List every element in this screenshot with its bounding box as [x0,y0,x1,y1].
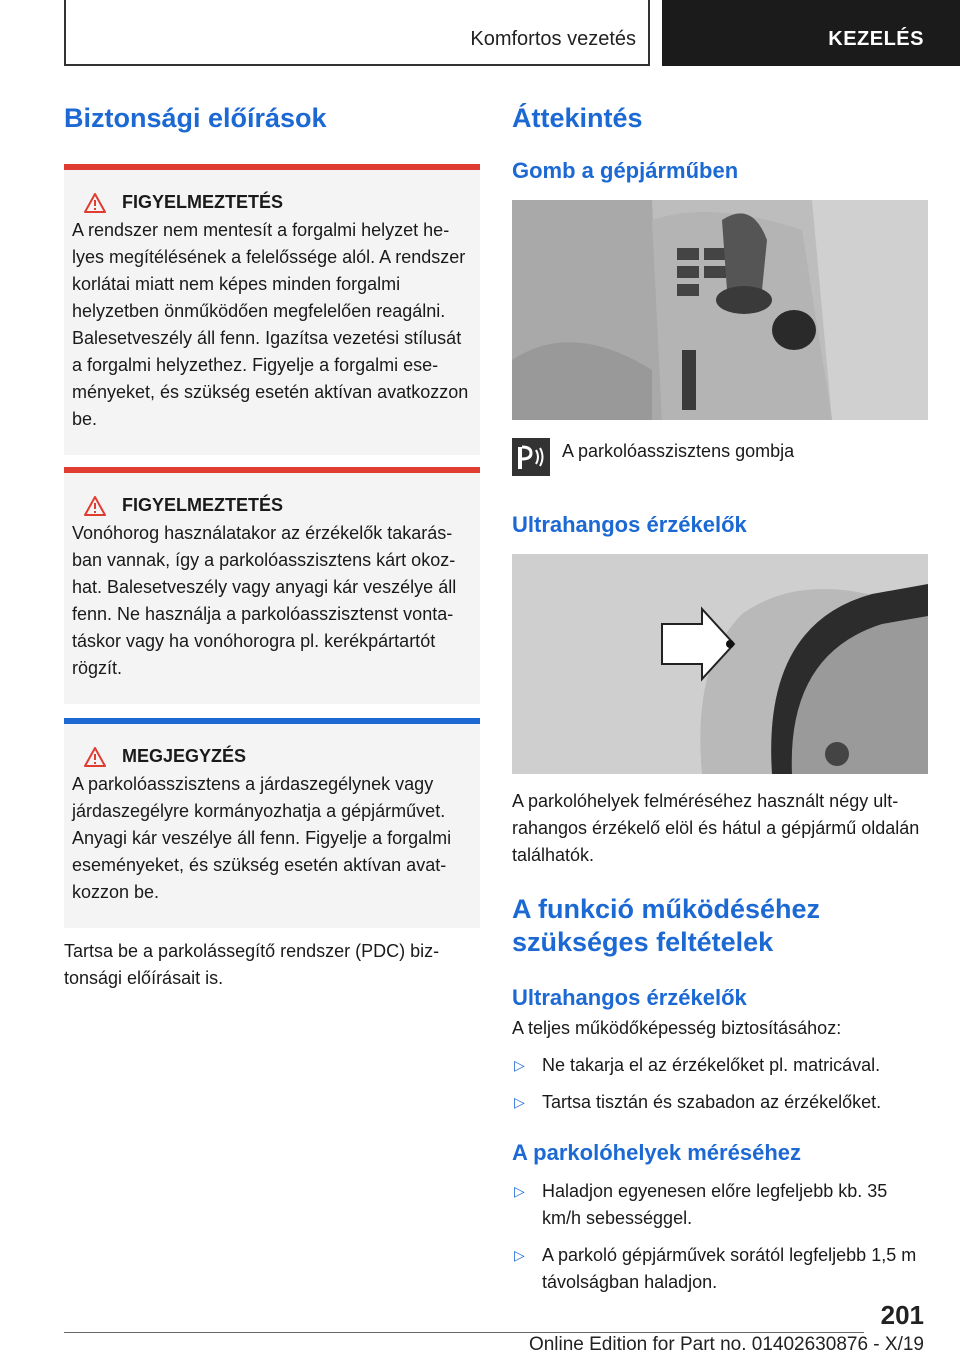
footer-edition: Online Edition for Part no. 01402630876 - X/19 [528,1334,924,1355]
warning-triangle-icon [84,496,106,516]
header-rule [64,64,648,66]
list-item: ▷ Tartsa tisztán és szabadon az érzékelőket. [512,1089,928,1116]
page-number: 201 [880,1300,924,1330]
req-sensors-intro: A teljes működőképesség biztosításához: [512,1018,842,1038]
closing-paragraph: Tartsa be a parkolássegítő rendszer (PDC) biztonsági előírásait is. [64,941,440,988]
bullet-triangle-icon: ▷ [514,1183,525,1199]
sensors-caption: A parkolóhelyek felméréséhez használt négy ultrahangos érzékelő elöl és hátul a gépjármű oldalán találhatók. [512,791,920,865]
bullet-triangle-icon: ▷ [514,1094,525,1110]
header-section-title: Komfortos vezetés [470,28,636,50]
warning-triangle-icon [84,193,106,213]
note-text: A parkolóasszisztens a járdaszegélynek vagy járdaszegélyre kormányozhatja a gépjárművet. Anyagi kár veszélye áll fenn. Figyelje a forgalmi eseményeket, és szükség esetén aktívan avatkozzon be. [72,774,452,902]
bullet-triangle-icon: ▷ [514,1057,525,1073]
header-chapter-tab [662,0,960,66]
measure-list [512,1178,928,1296]
overview-title: Áttekintés [512,103,643,133]
right-column [512,100,928,1296]
warning-label: FIGYELMEZTETÉS [122,495,284,515]
sensor-location-image [512,554,928,774]
button-heading: Gomb a gépjárműben [512,158,739,183]
warning-label: FIGYELMEZTETÉS [122,192,284,212]
safety-title: Biztonsági előírások [64,103,327,133]
note-box [64,718,480,928]
button-caption: A parkolóasszisztens gombja [562,441,795,461]
warning-box-1 [64,164,480,455]
list-item: ▷ Ne takarja el az érzékelőket pl. matricával. [512,1052,928,1079]
list-item: ▷ Haladjon egyenesen előre legfeljebb kb. 35 km/h sebességgel. [512,1178,928,1232]
requirements-title: A funkció működéséhez szükséges feltételek [512,894,821,957]
sensor-photo [512,554,928,774]
header-chapter-label: KEZELÉS [828,28,924,50]
console-photo [512,200,928,420]
warning-text: A rendszer nem mentesít a forgalmi helyzet helyes megítélésének a felelőssége alól. A rendszer korlátai miatt nem képes minden forgalmi helyzetben önműködően megfelelően reagálni. Balesetveszély áll fenn. Igazítsa vezetési stílusát a forgalmi helyzethez. Figyelje a forgalmi eseményeket, és szükség esetén aktívan avatkozzon be. [72,220,469,429]
center-console-image [512,200,928,420]
sensors-heading: Ultrahangos érzékelők [512,512,747,537]
left-column [64,100,480,992]
list-item: ▷ A parkoló gépjárművek sorától legfeljebb 1,5 m távolságban haladjon. [512,1242,928,1296]
note-label: MEGJEGYZÉS [122,746,247,766]
button-caption-row [512,438,928,476]
warning-text: Vonóhorog használatakor az érzékelők takarásban vannak, így a parkolóasszisztens kárt okozhat. Balesetveszély vagy anyagi kár veszélye áll fenn. Ne használja a parkolóasszisztenst vontatáskor vagy ha vonóhorogra pl. kerékpártartót rögzít. [72,523,457,678]
req-sensors-heading: Ultrahangos érzékelők [512,985,747,1010]
measure-heading: A parkolóhelyek méréséhez [512,1140,801,1165]
bullet-triangle-icon: ▷ [514,1247,525,1263]
parking-assistant-button-icon [512,438,550,476]
warning-triangle-icon [84,747,106,767]
header-right-line [648,0,650,66]
warning-box-2 [64,467,480,704]
footer-rule [64,1332,864,1333]
req-sensors-list [512,1052,928,1116]
